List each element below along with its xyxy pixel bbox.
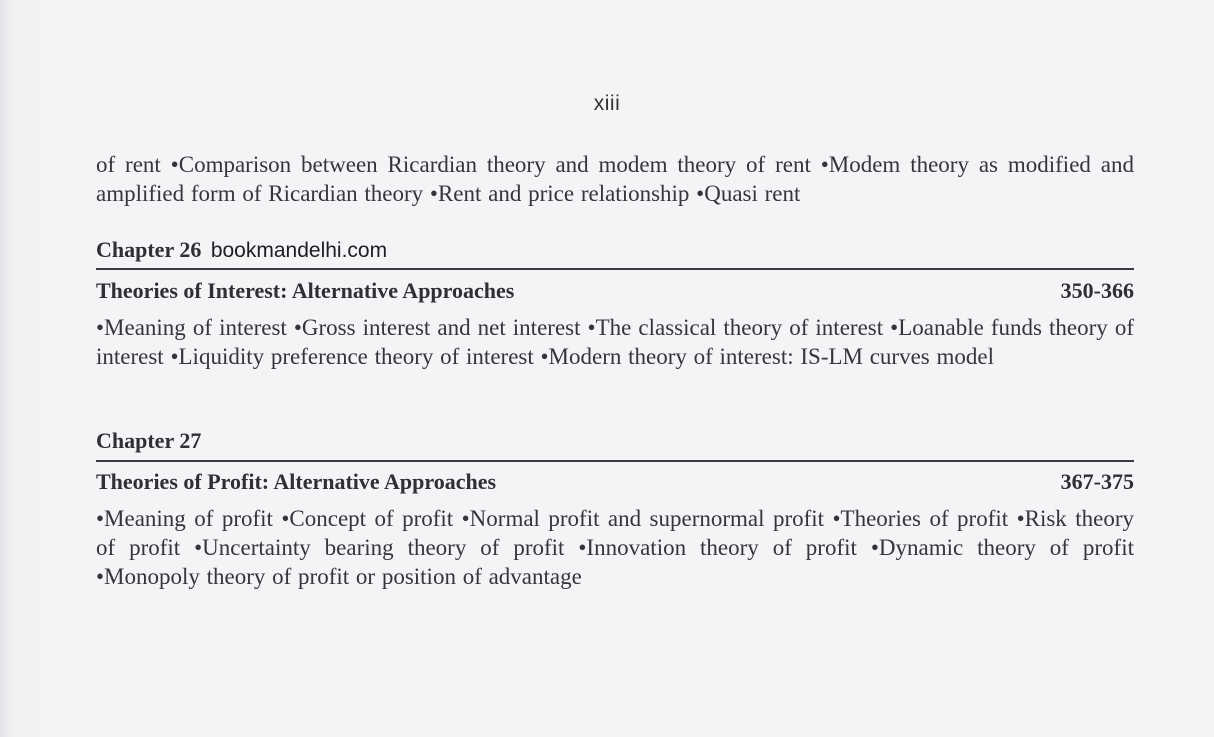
chapter-27-title-row bbox=[96, 469, 1134, 495]
chapter-27-heading bbox=[96, 428, 1134, 454]
chapter-title: Theories of Interest: Alternative Approaches bbox=[96, 278, 515, 303]
chapter-26-heading bbox=[96, 237, 1134, 264]
chapter-divider bbox=[96, 268, 1134, 270]
page-number: xiii bbox=[593, 92, 621, 115]
watermark-text: bookmandelhi.com bbox=[210, 239, 388, 262]
continued-topics: of rent •Comparison between Ricardian theory and modem theory of rent •Modem theory as modified and amplified form of Ricardian theory •Rent and price relationship •Quasi rent bbox=[96, 152, 1134, 206]
chapter-label: Chapter 27 bbox=[96, 428, 202, 453]
chapter-page-range: 367-375 bbox=[1060, 469, 1134, 494]
chapter-26-title-row bbox=[96, 278, 1134, 304]
chapter-page-range: 350-366 bbox=[1060, 278, 1134, 303]
chapter-26-topics: •Meaning of interest •Gross interest and net interest •The classical theory of interest •Loanable funds theory of interest •Liquidity preference theory of interest •Modern theory of interest: IS-LM curves model bbox=[96, 315, 1134, 369]
chapter-label: Chapter 26 bbox=[96, 237, 202, 262]
chapter-title: Theories of Profit: Alternative Approaches bbox=[96, 469, 497, 494]
chapter-divider bbox=[96, 460, 1134, 462]
chapter-27-topics: •Meaning of profit •Concept of profit •Normal profit and supernormal profit •Theories of profit •Risk theory of profit •Uncertainty bearing theory of profit •Innovation theory of profit •Dynamic theory of profit •Monopoly theory of profit or position of advantage bbox=[96, 506, 1134, 589]
